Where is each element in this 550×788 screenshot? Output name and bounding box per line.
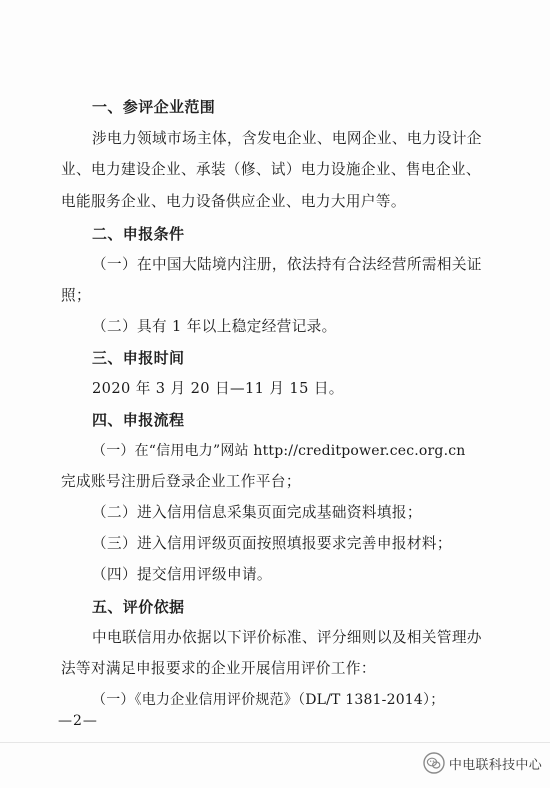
watermark <box>423 752 542 774</box>
body-line: 业、电力建设企业、承装（修、试）电力设施企业、售电企业、 <box>61 161 481 178</box>
footer-divider <box>0 742 550 743</box>
body-line: （二）进入信用信息采集页面完成基础资料填报； <box>92 504 422 521</box>
body-line: 照； <box>61 287 91 304</box>
page-number: —2— <box>58 713 98 729</box>
wechat-icon <box>423 752 445 774</box>
body-line: （二）具有 1 年以上稳定经营记录。 <box>92 318 337 335</box>
section-heading-conditions: 二、申报条件 <box>92 225 185 243</box>
section-heading-basis: 五、评价依据 <box>92 598 185 616</box>
section-heading-time: 三、申报时间 <box>92 349 185 367</box>
body-line: 2020 年 3 月 20 日—11 月 15 日。 <box>92 380 344 397</box>
body-line: （四）提交信用评级申请。 <box>92 566 272 583</box>
body-line: 完成账号注册后登录企业工作平台； <box>61 473 301 490</box>
body-line: （一）在“信用电力”网站 http://creditpower.cec.org.cn <box>92 443 466 459</box>
body-line: 中电联信用办依据以下评价标准、评分细则以及相关管理办 <box>92 629 482 646</box>
body-line: （三）进入信用评级页面按照填报要求完善申报材料； <box>92 535 452 552</box>
watermark-account-name: 中电联科技中心 <box>448 757 542 773</box>
section-heading-process: 四、申报流程 <box>92 411 185 429</box>
body-line: 涉电力领域市场主体，含发电企业、电网企业、电力设计企 <box>92 130 482 147</box>
body-line: 电能服务企业、电力设备供应企业、电力大用户等。 <box>61 193 406 210</box>
section-heading-scope: 一、参评企业范围 <box>92 98 216 116</box>
body-line: （一）《电力企业信用评价规范》（DL/T 1381-2014）； <box>92 692 445 708</box>
body-line: 法等对满足申报要求的企业开展信用评价工作： <box>61 660 376 677</box>
body-line: （一）在中国大陆境内注册，依法持有合法经营所需相关证 <box>92 256 482 273</box>
